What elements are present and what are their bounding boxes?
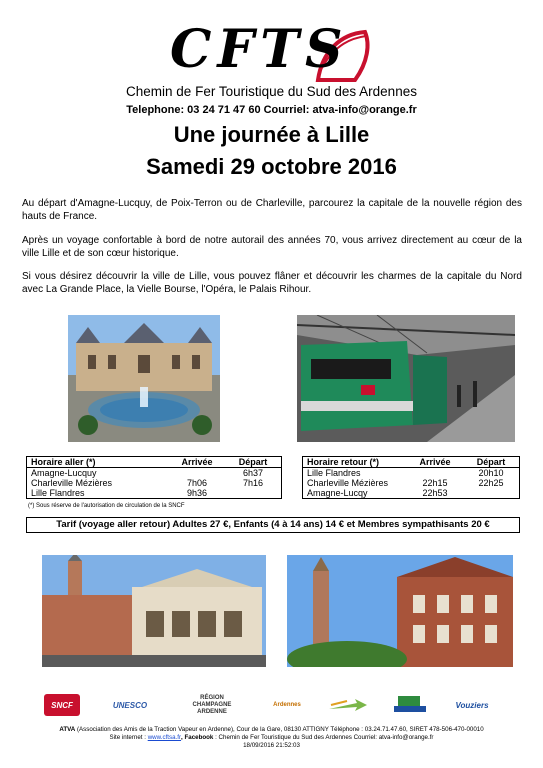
departure-cell: 20h10	[478, 468, 504, 478]
column-header: Départ	[225, 457, 282, 468]
table-header-row	[27, 457, 282, 468]
intro-paragraph-3: Si vous désirez découvrir la ville de Lille, vous pouvez flâner et découvrir les charmes de la capitale du Nord avec La Grande Place, la Vielle Bourse, l'Opéra, le Palais Rihour.	[22, 271, 522, 295]
partner-logo-cube	[392, 694, 428, 716]
footer-web-prefix: Site internet :	[109, 734, 148, 741]
station-cell: Charleville Mézières	[31, 478, 113, 488]
photo-palais-beaux-arts	[68, 315, 220, 442]
footer-timestamp: 18/09/2016 21:52:03	[243, 742, 300, 749]
logo-line: CHAMPAGNE	[192, 701, 232, 708]
table-row	[27, 488, 282, 499]
page-title: Une journée à Lille	[173, 122, 370, 147]
org-name: Chemin de Fer Touristique du Sud des Ardennes	[126, 84, 417, 99]
footer-web-suffix: : Chemin de Fer Touristique du Sud des Ardennes Courriel: atva-info@orange.fr	[213, 734, 434, 741]
footer-address-line	[0, 726, 543, 734]
station-cell: Lille Flandres	[27, 488, 170, 499]
sncf-logo: SNCF	[44, 694, 80, 716]
station-cell: Amagne-Lucquy	[31, 468, 97, 478]
footer-address: (Association des Amis de la Traction Vapeur en Ardenne), Cour de la Gare, 08130 ATTIGNY Téléphone : 03.24.71.47.60, SIRET 478-506-470-00010	[75, 726, 484, 733]
contact-line: Telephone: 03 24 71 47 60 Courriel: atva-info@orange.fr	[126, 104, 417, 116]
column-header: Arrivée	[169, 457, 225, 468]
partner-logo-arrow	[327, 694, 369, 716]
departure-cell: 6h37	[242, 468, 264, 478]
unesco-logo: UNESCO	[112, 700, 148, 710]
arrival-cell: 22h15	[422, 478, 448, 488]
intro-paragraph-2: Après un voyage confortable à bord de notre autorail des années 70, vous arrivez directement au cœur de la ville Lille et de son cœur historique.	[22, 235, 522, 259]
arrival-cell: 22h53	[407, 488, 463, 499]
ardennes-logo: Ardennes	[273, 702, 301, 708]
departure-cell	[463, 488, 520, 499]
footer-facebook-label: , Facebook	[181, 734, 214, 741]
arrival-cell: 7h06	[186, 478, 208, 488]
column-header: Horaire aller (*)	[27, 457, 170, 468]
table-row	[303, 478, 520, 488]
station-cell: Lille Flandres	[307, 468, 361, 478]
footer-org-abbrev: ATVA	[59, 726, 76, 733]
station-cell: Charleville Mézières	[307, 478, 389, 488]
table-header-row	[303, 457, 520, 468]
region-champagne-ardenne-logo	[183, 694, 241, 716]
logo-line: RÉGION	[200, 694, 224, 701]
table-row	[27, 478, 282, 488]
photo-belfry-lille	[287, 555, 513, 667]
table-row	[27, 468, 282, 479]
column-header: Horaire retour (*)	[303, 457, 408, 468]
table-row	[303, 468, 520, 479]
column-header: Arrivée	[407, 457, 463, 468]
page-subtitle-date: Samedi 29 octobre 2016	[146, 154, 397, 179]
website-link[interactable]: www.cftsa.fr	[147, 734, 182, 741]
footer-web-line	[0, 734, 543, 742]
photo-train-lille-flandres	[297, 315, 515, 442]
arrival-cell	[407, 468, 463, 479]
timetable-outbound	[26, 456, 282, 499]
logo-line: ARDENNE	[197, 708, 227, 715]
intro-paragraph-1: Au départ d'Amagne-Lucquy, de Poix-Terron ou de Charleville, parcourez la capitale de la nouvelle région des hauts de France.	[22, 198, 522, 222]
photo-opera-lille	[42, 555, 266, 667]
sncf-note: (*) Sous réserve de l'autorisation de circulation de la SNCF	[28, 503, 185, 509]
departure-cell	[225, 488, 282, 499]
departure-cell: 22h25	[478, 478, 504, 488]
tarif-box: Tarif (voyage aller retour) Adultes 27 €, Enfants (4 à 14 ans) 14 € et Membres sympathisants 20 €	[26, 517, 520, 533]
departure-cell: 7h16	[242, 478, 264, 488]
vouziers-logo: Vouziers	[455, 700, 489, 710]
logo-text: CFTS	[170, 19, 349, 80]
column-header: Départ	[463, 457, 520, 468]
arrival-cell	[169, 468, 225, 479]
arrival-cell: 9h36	[169, 488, 225, 499]
station-cell: Amagne-Lucqy	[303, 488, 408, 499]
table-row	[303, 488, 520, 499]
timetable-return	[302, 456, 520, 499]
